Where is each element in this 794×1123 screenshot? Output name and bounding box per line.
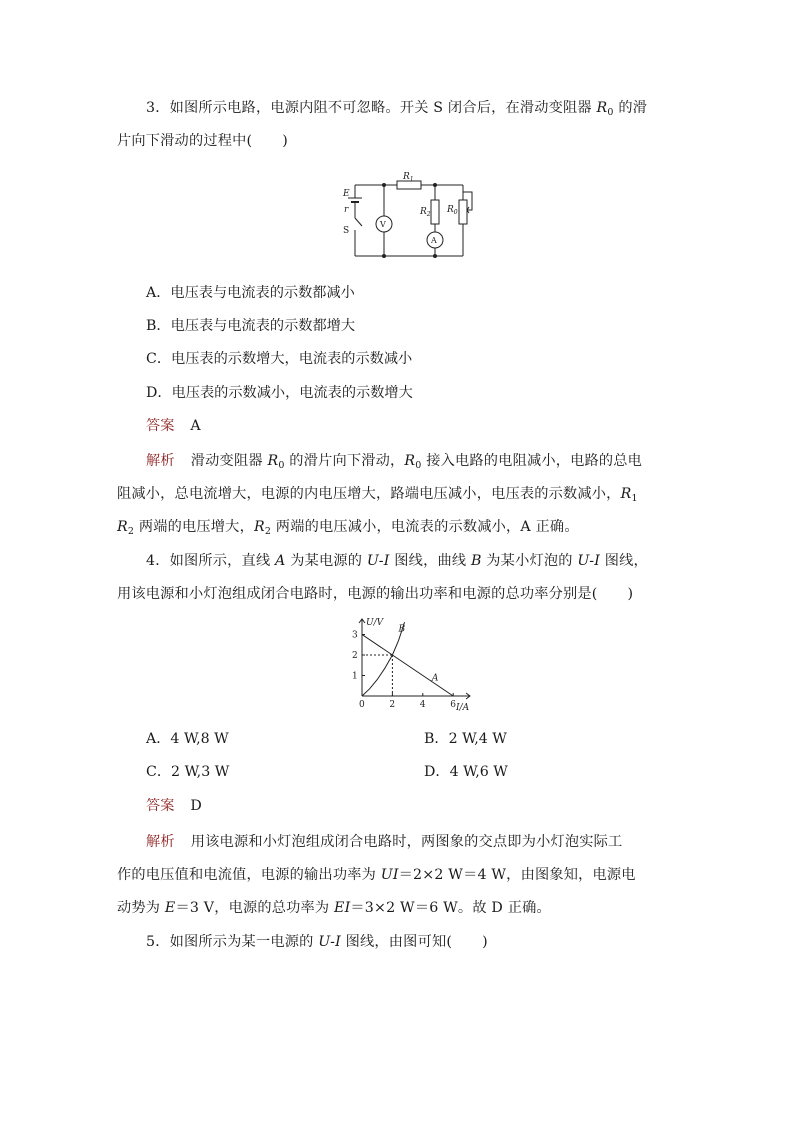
label-r: r bbox=[344, 205, 349, 215]
x-tick-label: 0 bbox=[359, 700, 365, 710]
q5-stem: 5．如图所示为某一电源的 U-I 图线，由图可知( ) bbox=[146, 934, 488, 950]
q3-option-a: A．电压表与电流表的示数都减小 bbox=[146, 285, 355, 301]
q4-option-d: D．4 W,6 W bbox=[424, 764, 508, 780]
label-A: A bbox=[431, 236, 437, 245]
series-A-line bbox=[362, 635, 453, 697]
label-V: V bbox=[380, 220, 386, 229]
q3-analysis-line3: $R_2$ 两端的电压增大，$R_2$ 两端的电压减小，电流表的示数减小，A 正确。 bbox=[117, 519, 579, 537]
series-B-label: B bbox=[398, 624, 406, 635]
q3-option-c: C．电压表的示数增大，电流表的示数减小 bbox=[146, 351, 413, 367]
q4-option-c: C．2 W,3 W bbox=[146, 764, 230, 780]
x-axis-label: I/A bbox=[456, 703, 470, 713]
q4-analysis-line3: 动势为 E＝3 V，电源的总功率为 EI＝3×2 W＝6 W。故 D 正确。 bbox=[117, 900, 551, 916]
x-tick-label: 2 bbox=[389, 700, 396, 710]
circuit-diagram bbox=[340, 170, 480, 262]
label-S: S bbox=[343, 226, 350, 236]
q3-option-b: B．电压表与电流表的示数都增大 bbox=[146, 318, 356, 334]
q3-stem-line2: 片向下滑动的过程中( ) bbox=[117, 133, 288, 149]
x-tick-label: 4 bbox=[419, 700, 426, 710]
series-A-label: A bbox=[431, 673, 439, 684]
q3-option-d: D．电压表的示数减小，电流表的示数增大 bbox=[146, 385, 413, 401]
q4-analysis-line1: 解析 用该电源和小灯泡组成闭合电路时，两图象的交点即为小灯泡实际工 bbox=[146, 834, 623, 850]
y-tick-label: 3 bbox=[352, 630, 358, 641]
y-tick-label: 1 bbox=[352, 671, 358, 682]
label-R1: $R_1$ bbox=[403, 172, 414, 183]
q4-option-a: A．4 W,8 W bbox=[146, 731, 229, 747]
q4-stem-line1: 4．如图所示，直线 A 为某电源的 U-I 图线，曲线 B 为某小灯泡的 U-I 图线， bbox=[146, 553, 648, 569]
ui-chart bbox=[340, 614, 480, 714]
label-E: E bbox=[343, 189, 350, 199]
q4-stem-line2: 用该电源和小灯泡组成闭合电路时，电源的输出功率和电源的总功率分别是( ) bbox=[117, 586, 634, 602]
q4-answer: 答案 D bbox=[146, 798, 202, 814]
label-R2: $R_2$ bbox=[420, 207, 431, 218]
label-R0: $R_0$ bbox=[447, 205, 458, 216]
x-tick-label: 6 bbox=[450, 700, 456, 710]
y-axis-label: U/V bbox=[366, 618, 384, 628]
q3-analysis-line2: 阻减小，总电流增大，电源的内电压增大，路端电压减小，电压表的示数减小，$R_1$ bbox=[117, 486, 638, 504]
q4-analysis-line2: 作的电压值和电流值，电源的输出功率为 UI＝2×2 W＝4 W，由图象知，电源电 bbox=[117, 867, 636, 883]
q3-answer: 答案 A bbox=[146, 418, 201, 434]
q3-analysis-line1: 解析 滑动变阻器 $R_0$ 的滑片向下滑动，$R_0$ 接入电路的电阻减小，电路的总电 bbox=[146, 453, 643, 471]
y-tick-label: 2 bbox=[352, 651, 358, 661]
q3-stem-line1: 3．如图所示电路，电源内阻不可忽略。开关 S 闭合后，在滑动变阻器 $R_0$ 的滑 bbox=[146, 100, 648, 118]
q4-option-b: B．2 W,4 W bbox=[424, 731, 507, 747]
